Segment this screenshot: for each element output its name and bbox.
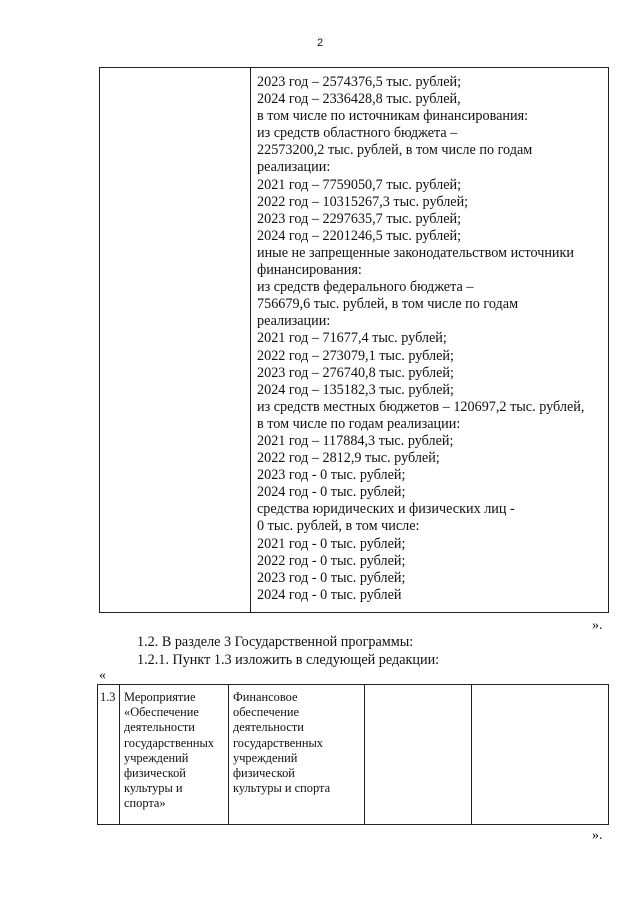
event-text-line: «Обеспечение	[124, 705, 199, 720]
funding-line: 2021 год – 7759050,7 тыс. рублей;	[257, 176, 462, 193]
funding-line: 2023 год – 2297635,7 тыс. рублей;	[257, 210, 462, 227]
funding-line: в том числе по годам реализации:	[257, 415, 461, 432]
funding-line: из средств областного бюджета –	[257, 125, 458, 142]
funding-line: реализации:	[257, 313, 331, 330]
funding-line: 2023 год – 2574376,5 тыс. рублей;	[257, 74, 462, 90]
closing-quote: ».	[592, 828, 603, 843]
funding-line: 0 тыс. рублей, в том числе:	[257, 518, 420, 535]
purpose-text-line: Финансовое	[233, 690, 298, 704]
event-table-number-cell	[98, 685, 120, 824]
purpose-text-line: деятельности	[233, 720, 304, 735]
funding-line: 2022 год – 2812,9 тыс. рублей;	[257, 450, 440, 467]
event-text-line: государственных	[124, 735, 215, 750]
funding-line: 22573200,2 тыс. рублей, в том числе по годам	[257, 142, 533, 159]
event-text-line: Мероприятие	[124, 690, 196, 704]
purpose-text-line: государственных	[233, 735, 324, 750]
event-text-line: спорта»	[124, 796, 166, 811]
funding-line: 2024 год – 2201246,5 тыс. рублей;	[257, 227, 462, 244]
funding-table-label-cell	[100, 68, 251, 612]
event-text-line: учреждений	[124, 750, 189, 765]
event-text-line: физической	[124, 766, 186, 781]
funding-line: 2024 год – 135182,3 тыс. рублей;	[257, 381, 454, 398]
funding-line: 2021 год - 0 тыс. рублей;	[257, 535, 406, 552]
event-text-line: культуры и	[124, 781, 183, 796]
closing-quote: ».	[592, 618, 603, 633]
funding-line: 2024 год – 2336428,8 тыс. рублей,	[257, 91, 461, 108]
funding-line: 2022 год - 0 тыс. рублей;	[257, 552, 406, 569]
event-table	[97, 684, 609, 825]
funding-line: 756679,6 тыс. рублей, в том числе по годам	[257, 296, 519, 313]
event-table-event-cell	[120, 685, 229, 824]
funding-table	[99, 67, 609, 613]
funding-line: 2022 год – 273079,1 тыс. рублей;	[257, 347, 454, 364]
funding-line: из средств федерального бюджета –	[257, 279, 474, 296]
event-table-purpose-cell	[229, 685, 365, 824]
row-number: 1.3	[100, 690, 116, 704]
subsection-heading: 1.2.1. Пункт 1.3 изложить в следующей редакции:	[137, 652, 440, 668]
funding-line: из средств местных бюджетов – 120697,2 тыс. рублей,	[257, 398, 585, 415]
funding-line: иные не запрещенные законодательством источники	[257, 244, 574, 261]
purpose-text-line: обеспечение	[233, 705, 299, 720]
purpose-text-line: физической	[233, 766, 295, 781]
purpose-text-line: культуры и спорта	[233, 781, 331, 796]
page-number: 2	[316, 37, 324, 49]
funding-line: 2024 год - 0 тыс. рублей	[257, 586, 402, 603]
section-heading: 1.2. В разделе 3 Государственной программы:	[137, 634, 414, 650]
opening-quote: «	[99, 668, 106, 683]
funding-line: 2024 год - 0 тыс. рублей;	[257, 484, 406, 501]
funding-line: 2021 год – 117884,3 тыс. рублей;	[257, 432, 454, 449]
event-table-empty-cell	[365, 685, 472, 824]
purpose-text-line: учреждений	[233, 750, 298, 765]
funding-line: в том числе по источникам финансирования:	[257, 108, 529, 125]
funding-line: 2021 год – 71677,4 тыс. рублей;	[257, 330, 447, 347]
funding-line: 2023 год – 276740,8 тыс. рублей;	[257, 364, 454, 381]
funding-line: средства юридических и физических лиц -	[257, 501, 515, 518]
funding-line: 2022 год – 10315267,3 тыс. рублей;	[257, 193, 469, 210]
funding-line: финансирования:	[257, 262, 362, 279]
funding-line: реализации:	[257, 159, 331, 176]
event-text-line: деятельности	[124, 720, 195, 735]
funding-table-value-cell	[252, 68, 608, 612]
event-table-empty-cell	[472, 685, 608, 824]
funding-line: 2023 год - 0 тыс. рублей;	[257, 467, 406, 484]
funding-line: 2023 год - 0 тыс. рублей;	[257, 569, 406, 586]
